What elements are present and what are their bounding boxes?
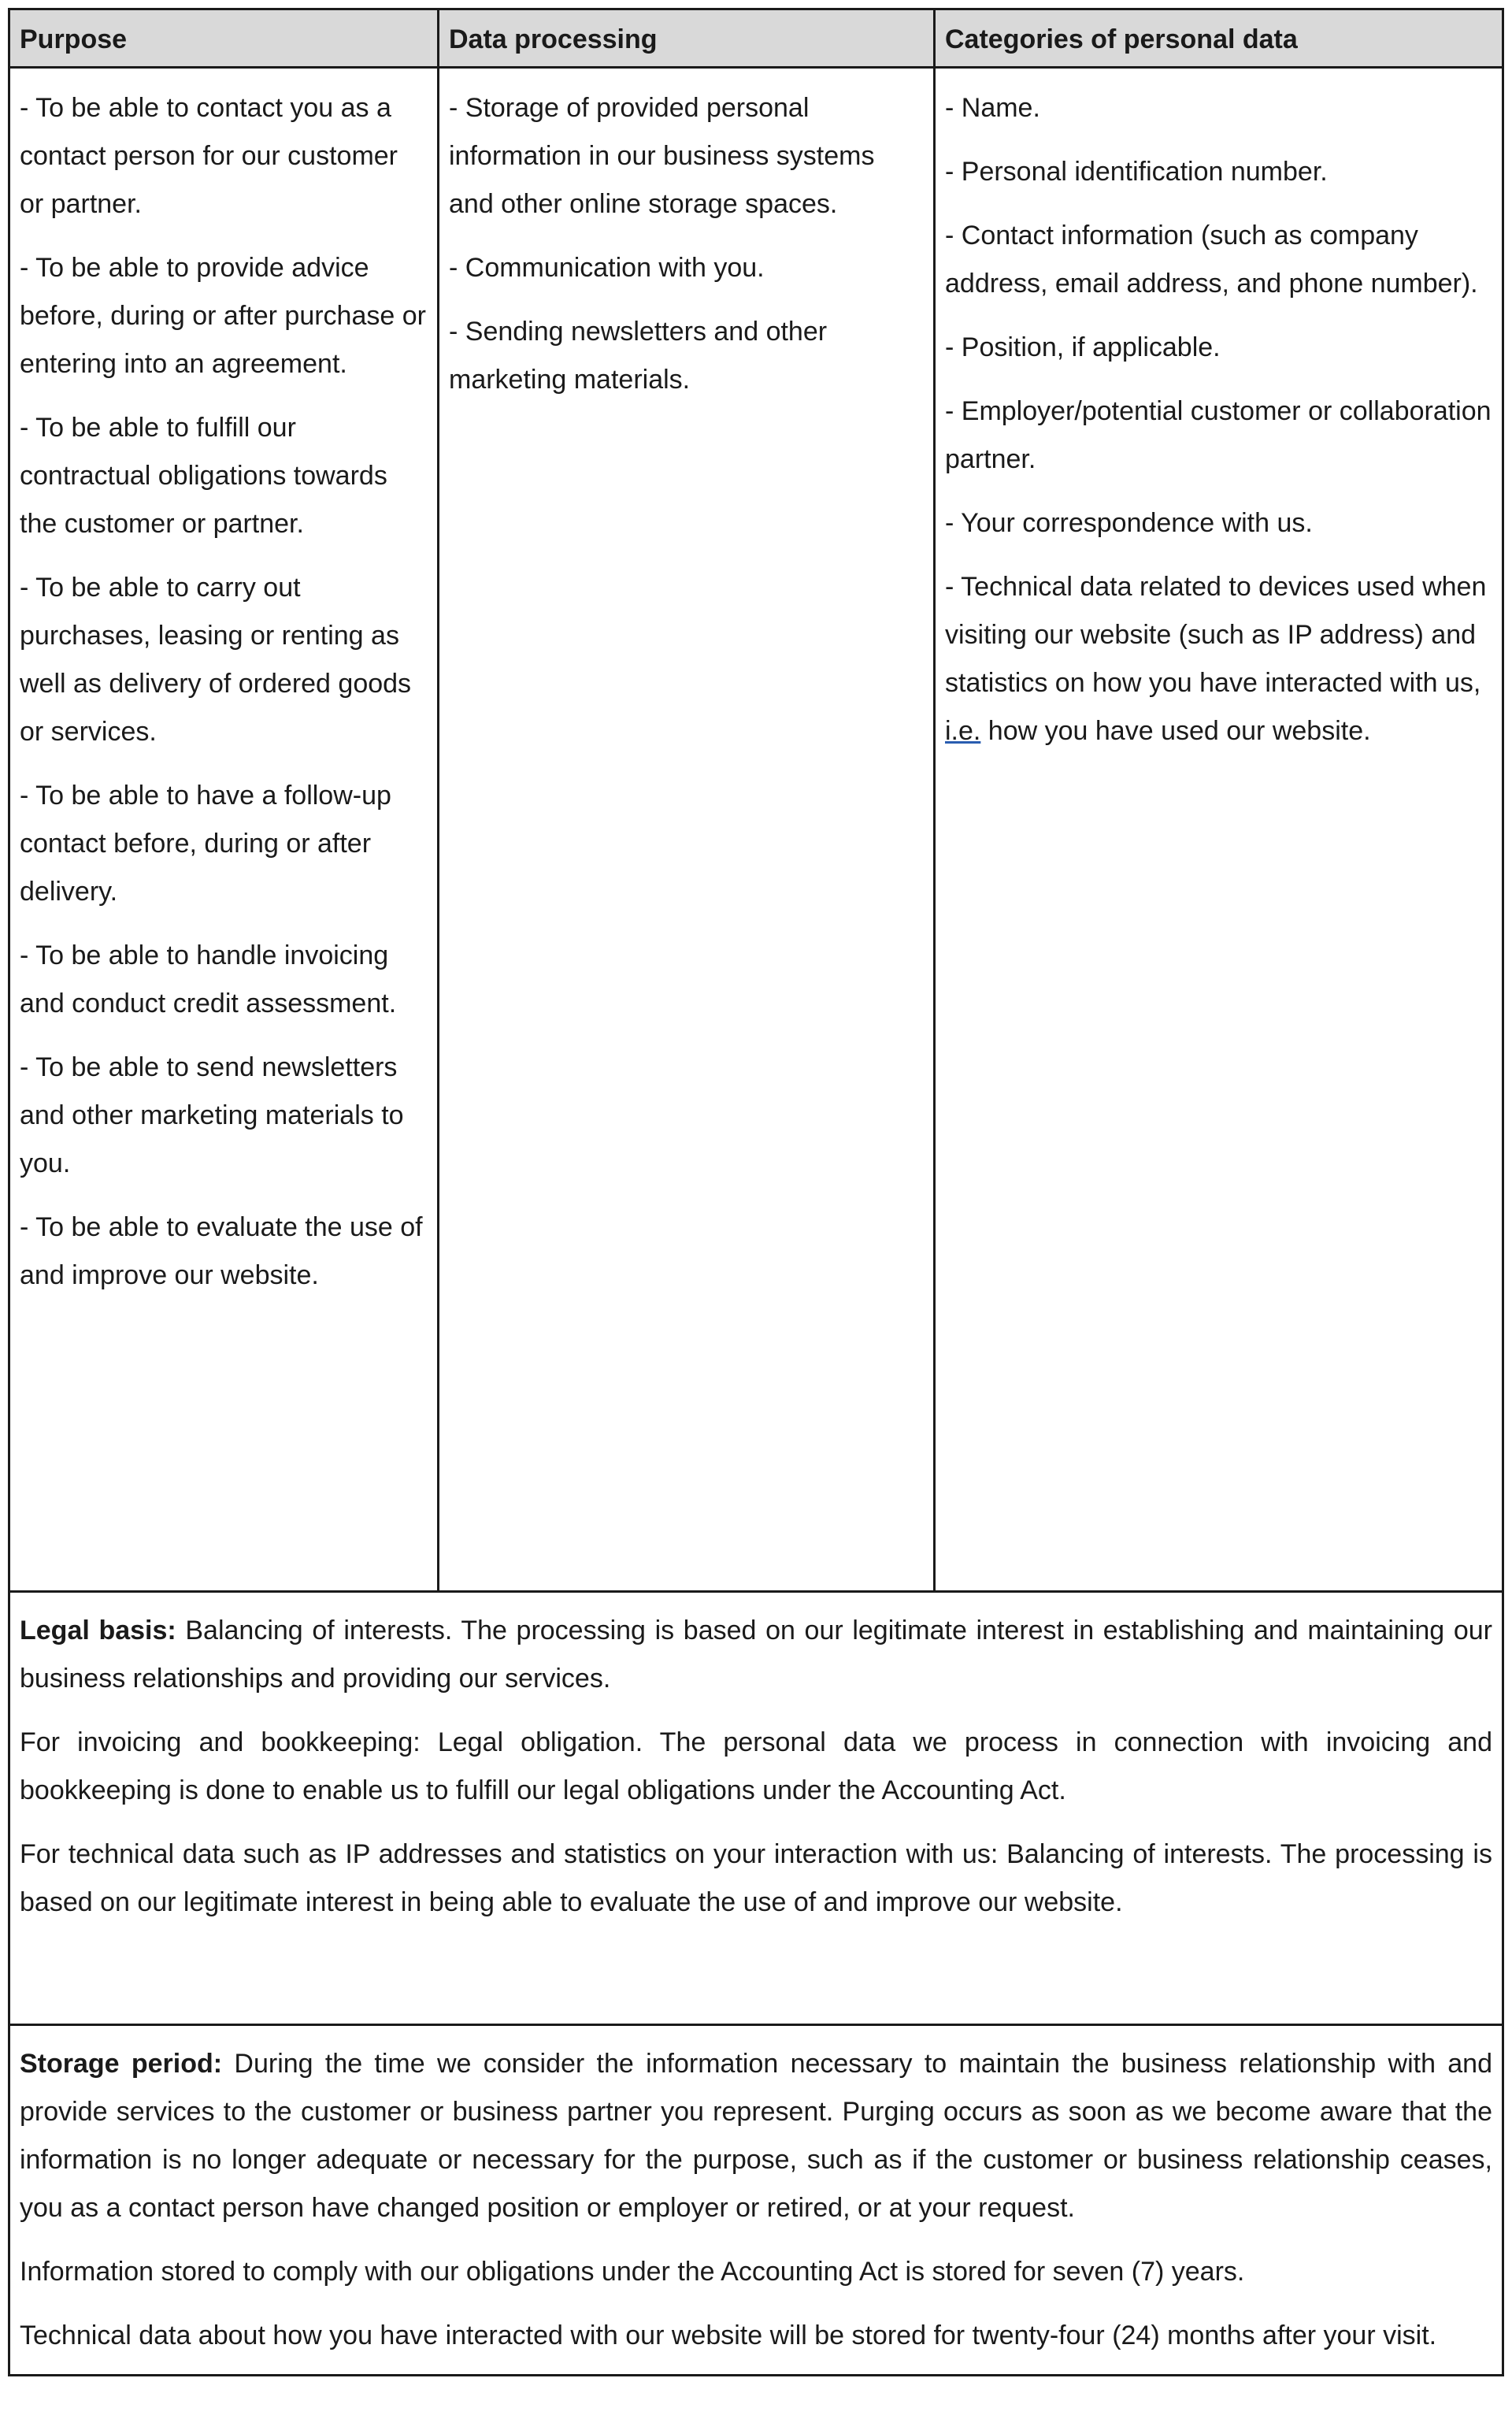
categories-cell	[936, 69, 1502, 1590]
purpose-item: - To be able to carry out purchases, leasing or renting as well as delivery of ordered goods or services.	[20, 573, 412, 747]
category-item: - Your correspondence with us.	[945, 508, 1313, 538]
header-categories: Categories of personal data	[945, 24, 1298, 54]
legal-basis-text: Balancing of interests. The processing is based on our legitimate interest in establishing and maintaining our business relationships and providing our services.	[20, 1616, 1492, 1694]
legal-basis-row	[10, 1593, 1502, 2026]
processing-item: - Communication with you.	[449, 253, 765, 283]
table-body-row	[10, 69, 1502, 1593]
category-technical-text-end: how you have used our website.	[980, 716, 1371, 746]
purpose-item: - To be able to have a follow-up contact before, during or after delivery.	[20, 781, 391, 907]
storage-accounting-paragraph: Information stored to comply with our obligations under the Accounting Act is stored for seven (7) years.	[20, 2257, 1245, 2287]
category-item-technical	[945, 563, 1492, 755]
header-purpose: Purpose	[10, 10, 439, 66]
storage-period-row	[10, 2026, 1502, 2374]
ie-abbreviation: i.e.	[945, 716, 981, 746]
legal-basis-cell	[10, 1593, 1502, 2024]
category-item: - Position, if applicable.	[945, 332, 1221, 362]
category-technical-text: - Technical data related to devices used when visiting our website (such as IP address) and statistics on how you have interacted with us,	[945, 572, 1487, 698]
processing-item: - Storage of provided personal information in our business systems and other online storage spaces.	[449, 93, 875, 219]
legal-invoicing-paragraph: For invoicing and bookkeeping: Legal obligation. The personal data we process in connection with invoicing and bookkeeping is done to enable us to fulfill our legal obligations under the Accounting Act.	[20, 1727, 1492, 1805]
purpose-item: - To be able to send newsletters and other marketing materials to you.	[20, 1052, 404, 1178]
legal-basis-label: Legal basis:	[20, 1616, 176, 1645]
category-item: - Contact information (such as company address, email address, and phone number).	[945, 221, 1478, 299]
storage-period-text: During the time we consider the information necessary to maintain the business relationship with and provide services to the customer or business partner you represent. Purging occurs as soon as we become aware that the information is no longer adequate or necessary for the purpose, such as if the customer or business relationship ceases, you as a contact person have changed position or employer or retired, or at your request.	[20, 2049, 1493, 2223]
purpose-item: - To be able to fulfill our contractual obligations towards the customer or partner.	[20, 413, 387, 539]
legal-technical-paragraph: For technical data such as IP addresses and statistics on your interaction with us: Balancing of interests. The processing is based on our legitimate interest in being able to evaluate the use of and improve our website.	[20, 1839, 1492, 1917]
purpose-item: - To be able to evaluate the use of and improve our website.	[20, 1212, 423, 1290]
privacy-table	[8, 8, 1504, 2376]
purpose-item: - To be able to contact you as a contact person for our customer or partner.	[20, 93, 398, 219]
category-item: - Employer/potential customer or collaboration partner.	[945, 396, 1492, 474]
storage-period-cell	[10, 2026, 1502, 2374]
storage-period-label: Storage period:	[20, 2049, 223, 2079]
processing-cell	[439, 69, 936, 1590]
purpose-item: - To be able to handle invoicing and conduct credit assessment.	[20, 940, 397, 1018]
storage-period-paragraph	[20, 2040, 1492, 2232]
category-item: - Name.	[945, 93, 1040, 123]
header-data-processing: Data processing	[439, 10, 936, 66]
category-item: - Personal identification number.	[945, 157, 1328, 187]
legal-basis-paragraph	[20, 1607, 1492, 1703]
table-header-row	[10, 10, 1502, 69]
processing-item: - Sending newsletters and other marketing materials.	[449, 317, 828, 395]
purpose-cell	[10, 69, 439, 1590]
storage-technical-paragraph: Technical data about how you have interacted with our website will be stored for twenty-four (24) months after your visit.	[20, 2321, 1437, 2350]
purpose-item: - To be able to provide advice before, during or after purchase or entering into an agreement.	[20, 253, 426, 379]
